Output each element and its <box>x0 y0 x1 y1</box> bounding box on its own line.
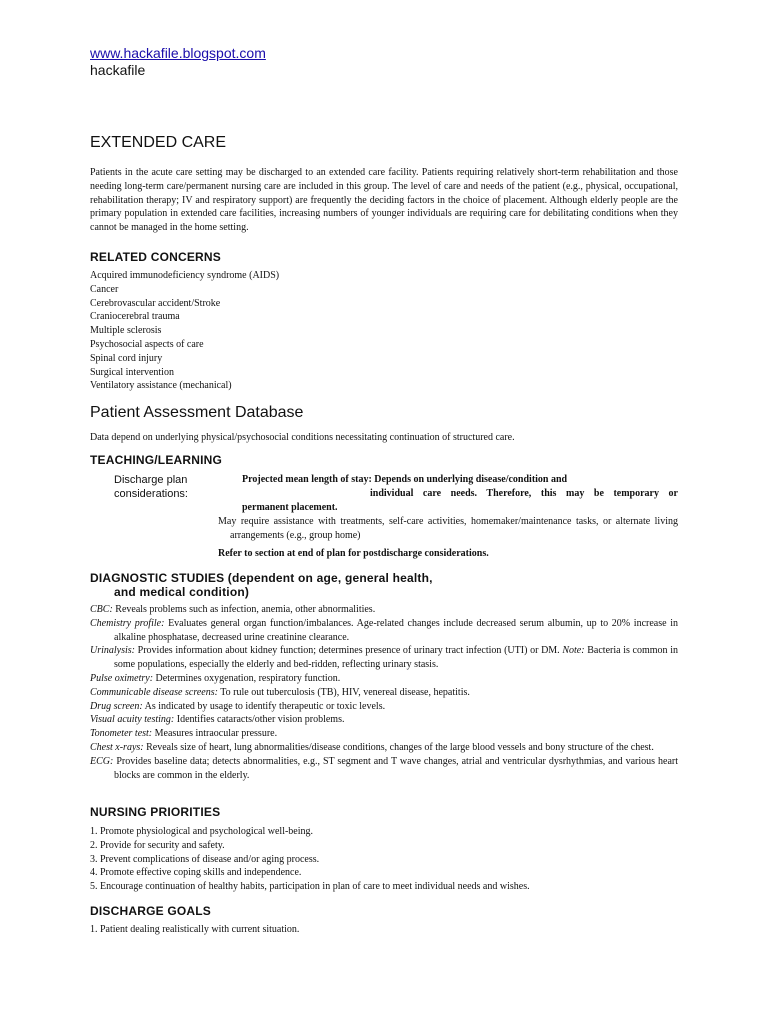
diagnostic-item-drug <box>90 700 678 714</box>
diagnostic-list <box>90 603 678 782</box>
refer-text: Refer to section at end of plan for postdischarge considerations. <box>218 548 489 559</box>
diagnostic-desc: Evaluates general organ function/imbalances. Age-related changes include decreased serum albumin, up to 20% increase in alkaline phosphatase, decreased urine creatinine clearance. <box>114 617 678 643</box>
list-item: Multiple sclerosis <box>90 325 162 337</box>
diagnostic-desc: Reveals problems such as infection, anemia, other abnormalities. <box>112 604 376 615</box>
diagnostic-desc: Provides baseline data; detects abnormalities, e.g., ST segment and T wave changes, atrial and ventricular dysrhythmias, and various heart blocks are common in the elderly. <box>113 755 678 781</box>
diagnostic-item-cbc <box>90 603 678 617</box>
stay-line-2: individual care needs. Therefore, this may be temporary or <box>370 488 678 499</box>
diagnostic-item-communicable <box>90 686 678 700</box>
diagnostic-heading <box>90 571 678 599</box>
diagnostic-item-urinalysis <box>90 644 678 672</box>
diagnostic-term: Chemistry profile: <box>90 617 165 629</box>
list-item: 4. Promote effective coping skills and independence. <box>90 867 302 879</box>
list-item: 2. Provide for security and safety. <box>90 839 225 851</box>
diagnostic-term: Tonometer test: <box>90 728 153 740</box>
assistance-line: May require assistance with treatments, self-care activities, homemaker/maintenance tasks, or alternate living arrangements (e.g., group home) <box>218 516 678 541</box>
diagnostic-desc: Provides information about kidney function; determines presence of urinary tract infection (UTI) or DM. <box>135 645 563 657</box>
list-item: Spinal cord injury <box>90 352 163 364</box>
diagnostic-term: ECG: <box>90 755 114 767</box>
assessment-heading: Patient Assessment Database <box>90 404 304 421</box>
discharge-plan-block <box>90 472 678 562</box>
diagnostic-desc: Determines oxygenation, respiratory function. <box>153 672 341 684</box>
related-concerns-list <box>90 269 678 393</box>
related-concerns-heading: RELATED CONCERNS <box>90 250 221 264</box>
document-page <box>90 44 678 935</box>
nursing-priorities-heading: NURSING PRIORITIES <box>90 805 221 819</box>
list-item: 1. Patient dealing realistically with current situation. <box>90 924 300 935</box>
diagnostic-heading-line-2: and medical condition) <box>114 585 250 599</box>
diagnostic-term: Urinalysis: <box>90 645 135 657</box>
list-item: Ventilatory assistance (mechanical) <box>90 380 232 392</box>
diagnostic-desc: Reveals size of heart, lung abnormalities/disease conditions, changes of the large blood vessels and bony structure of the chest. <box>143 741 654 753</box>
site-name: hackafile <box>90 62 146 78</box>
nursing-priorities-list <box>90 825 678 894</box>
list-item: 3. Prevent complications of disease and/or aging process. <box>90 853 320 865</box>
diagnostic-desc: To rule out tuberculosis (TB), HIV, venereal disease, hepatitis. <box>217 686 470 698</box>
stay-line-3: permanent placement. <box>242 502 338 513</box>
diagnostic-item-oximetry <box>90 672 678 686</box>
list-item: Psychosocial aspects of care <box>90 338 204 350</box>
intro-paragraph: Patients in the acute care setting may be discharged to an extended care facility. Patients requiring relatively short-term rehabilitation and those needing long-term care/permanent nursing care are included in this group. The level of care and needs of the patient (e.g., physical, occupational, rehabilitation therapy; IV and respiratory support) are frequently the deciding factors in the choice of placement. Although elderly people are the primary population in extended care facilities, increasing numbers of younger individuals are requiring care for debilitating conditions when they cannot be managed in the home setting. <box>90 167 678 234</box>
site-link[interactable]: www.hackafile.blogspot.com <box>90 45 266 61</box>
assessment-text: Data depend on underlying physical/psychosocial conditions necessitating continuation of structured care. <box>90 432 515 443</box>
stay-line-1: Projected mean length of stay: Depends on underlying disease/condition and <box>242 474 568 485</box>
diagnostic-item-visual <box>90 713 678 727</box>
teaching-heading: TEACHING/LEARNING <box>90 453 223 467</box>
assistance-text <box>218 515 678 543</box>
discharge-plan-label-1: Discharge plan <box>114 474 188 486</box>
diagnostic-term: Visual acuity testing: <box>90 714 175 726</box>
diagnostic-item-tonometer <box>90 727 678 741</box>
diagnostic-desc: Identifies cataracts/other vision problems. <box>174 714 345 726</box>
diagnostic-term: Communicable disease screens: <box>90 686 218 698</box>
list-item: 5. Encourage continuation of healthy habits, participation in plan of care to meet individual needs and wishes. <box>90 881 530 893</box>
discharge-goals-list <box>90 923 678 937</box>
diagnostic-term: Drug screen: <box>90 700 143 712</box>
diagnostic-desc: As indicated by usage to identify therapeutic or toxic levels. <box>142 700 386 712</box>
diagnostic-term: Chest x-rays: <box>90 741 144 753</box>
diagnostic-term: Pulse oximetry: <box>90 672 154 684</box>
diagnostic-item-chest <box>90 741 678 755</box>
list-item: Cerebrovascular accident/Stroke <box>90 297 221 309</box>
list-item: Cancer <box>90 283 119 295</box>
diagnostic-note-desc: Bacteria is common in some populations, especially the elderly and bed-ridden, reflecting urinary stasis. <box>114 645 678 671</box>
discharge-plan-label-2: considerations: <box>114 488 188 500</box>
diagnostic-item-ecg <box>90 755 678 783</box>
diagnostic-item-chemistry <box>90 617 678 645</box>
diagnostic-heading-line-1: DIAGNOSTIC STUDIES (dependent on age, general health, <box>90 571 433 585</box>
list-item: Craniocerebral trauma <box>90 311 180 323</box>
discharge-goals-heading: DISCHARGE GOALS <box>90 904 212 918</box>
list-item: 1. Promote physiological and psychological well-being. <box>90 826 314 837</box>
page-title: EXTENDED CARE <box>90 134 227 151</box>
list-item: Surgical intervention <box>90 366 174 378</box>
diagnostic-desc: Measures intraocular pressure. <box>152 728 278 740</box>
list-item: Acquired immunodeficiency syndrome (AIDS) <box>90 270 280 281</box>
diagnostic-term: CBC: <box>90 604 113 615</box>
diagnostic-note-term: Note: <box>562 645 585 657</box>
